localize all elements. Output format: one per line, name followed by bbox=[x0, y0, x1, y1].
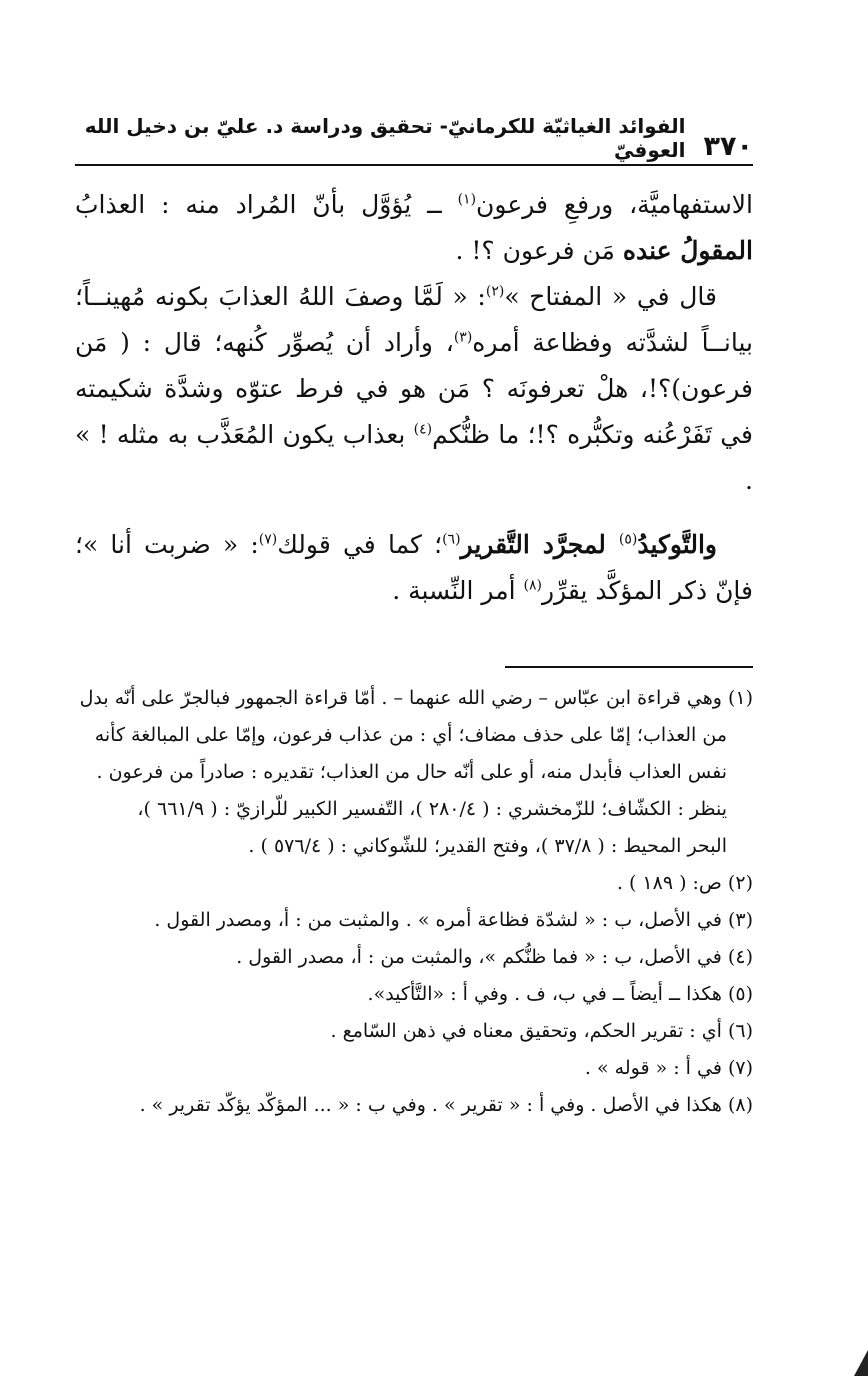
paragraph-2 bbox=[75, 274, 753, 504]
footnote-rule bbox=[505, 666, 753, 668]
footnote-line: (٢) ص: ( ١٨٩ ) . bbox=[616, 872, 753, 894]
footnote-line: (٨) هكذا في الأصل . وفي أ : « تقرير » . وفي ب : « ... المؤكّد يؤكّد تقرير » . bbox=[139, 1094, 753, 1116]
footnote-line: (١) وهي قراءة ابن عبّاس – رضي الله عنهما – . أمّا قراءة الجمهور فبالجرّ على أنّه بدل bbox=[79, 687, 753, 709]
header-rule bbox=[75, 164, 753, 166]
text-run: ــ يُؤوَّل بأنّ المُراد منه : العذابُ bbox=[75, 190, 458, 219]
footnote-line: البحر المحيط : ( ٣٧/٨ )، وفتح القدير؛ للشّوكاني : ( ٥٧٦/٤ ) . bbox=[248, 835, 727, 857]
footnote-ref-3[interactable]: (٣) bbox=[453, 329, 473, 346]
text-run: ، وأراد أن يُصوِّر كُنهه؛ قال : ( مَن فرعون)؟!، هلْ تعرفونَه ؟ مَن هو في فرط عتوّه وشدَّة شكيمته في تَفَرْعُنه وتكبُّره ؟!؛ ما ظنُّكم bbox=[75, 328, 753, 449]
footnote-line: نفس العذاب فأبدل منه، أو على أنّه حال من العذاب؛ تقديره : صادراً من فرعون . bbox=[96, 761, 727, 783]
text-run: بعذاب يكون المُعَذَّب به مثله ! » . bbox=[75, 420, 753, 495]
footnote-ref-8[interactable]: (٨) bbox=[523, 577, 542, 594]
main-text bbox=[75, 182, 753, 614]
footnote-line: من العذاب؛ إمّا على حذف مضاف؛ أي : من عذاب فرعون، وإمّا على المبالغة كأنه bbox=[94, 724, 727, 746]
bold-phrase: المقولُ عنده bbox=[622, 236, 753, 265]
footnote-line: ينظر : الكشّاف؛ للزّمخشري : ( ٢٨٠/٤ )، التّفسير الكبير للّرازيّ : ( ٦٦١/٩ )، bbox=[137, 798, 727, 820]
text-run: : « لَمَّا وصفَ اللهُ العذابَ بكونه مُهينــاً؛ بيانــاً لشدَّته وفظاعة أمره bbox=[75, 282, 753, 357]
paragraph-3 bbox=[75, 522, 753, 614]
text-run: : « ضربت أنا »؛ فإنّ ذكر المؤكَّد يقرِّر bbox=[75, 530, 753, 605]
text-run: الاستفهاميَّة، ورفعِ فرعون bbox=[476, 190, 753, 219]
footnote-line: (٧) في أ : « قوله » . bbox=[584, 1057, 753, 1079]
footnote-ref-5[interactable]: (٥) bbox=[618, 531, 638, 548]
text-run: قال في « المفتاح » bbox=[504, 282, 717, 311]
footnote-ref-4[interactable]: (٤) bbox=[413, 421, 433, 438]
paragraph-1 bbox=[75, 182, 753, 274]
text-run: ؛ كما في قولك bbox=[277, 530, 443, 559]
text-run: أمر النِّسبة . bbox=[392, 576, 524, 605]
footnote-line: (٦) أي : تقرير الحكم، وتحقيق معناه في ذهن السّامع . bbox=[330, 1020, 753, 1042]
text-run: مَن فرعون ؟! . bbox=[455, 236, 623, 265]
bold-phrase: والتَّوكيدُ bbox=[637, 530, 717, 559]
footnotes bbox=[75, 680, 753, 1124]
footnote-ref-2[interactable]: (٢) bbox=[485, 283, 505, 300]
running-title: الفوائد الغياثيّة للكرمانيّ- تحقيق ودراسة د. عليّ بن دخيل الله العوفيّ bbox=[84, 114, 686, 162]
footnote-line: (٥) هكذا ــ أيضاً ــ في ب، ف . وفي أ : «التَّأكيد». bbox=[367, 983, 753, 1005]
page-number: ٣٧٠ bbox=[703, 131, 753, 162]
bold-phrase: لمجرَّد التَّقرير bbox=[460, 530, 619, 559]
footnote-ref-7[interactable]: (٧) bbox=[258, 531, 278, 548]
running-header bbox=[75, 114, 753, 162]
footnote-line: (٣) في الأصل، ب : « لشدّة فظاعة أمره » . والمثبت من : أ، ومصدر القول . bbox=[154, 909, 753, 931]
footnote-line: (٤) في الأصل، ب : « فما ظنُّكم »، والمثبت من : أ، مصدر القول . bbox=[236, 946, 753, 968]
footnote-ref-6[interactable]: (٦) bbox=[442, 531, 461, 548]
scan-corner-mark bbox=[854, 1350, 868, 1376]
footnote-ref-1[interactable]: (١) bbox=[457, 191, 477, 208]
